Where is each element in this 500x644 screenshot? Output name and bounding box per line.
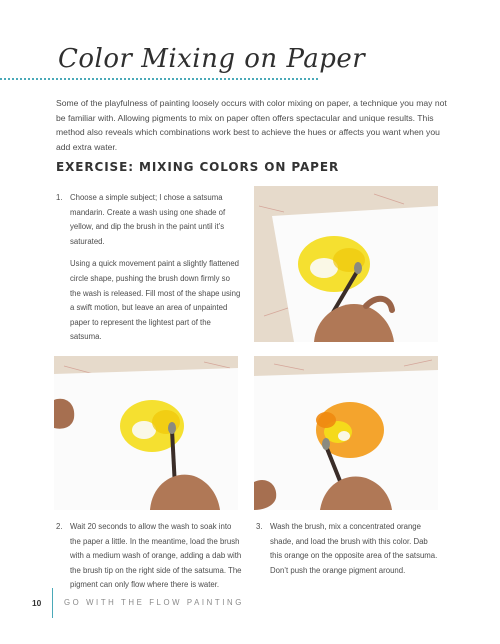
step-2-photo [54, 356, 238, 510]
exercise-heading: EXERCISE: MIXING COLORS ON PAPER [56, 160, 340, 174]
page-title: Color Mixing on Paper [58, 44, 366, 74]
step-2-text [70, 520, 242, 593]
page-number: 10 [32, 598, 42, 608]
step-3-number: 3. [256, 522, 263, 531]
step-3-paragraph-1: Wash the brush, mix a concentrated orange shade, and load the brush with this color. Dab this orange on the opposite area of the satsuma. Don’t push the orange pigment around. [270, 522, 438, 575]
footer-divider [52, 588, 53, 618]
step-3-text [270, 520, 440, 578]
running-head: GO WITH THE FLOW PAINTING [64, 598, 244, 607]
title-dotted-rule [0, 78, 318, 80]
intro-paragraph: Some of the playfulness of painting loosely occurs with color mixing on paper, a technique you may not be familiar with. Allowing pigments to mix on paper often offers spectacular and unique results. This method also reveals which combinations work best to achieve the hues or affects you want when you add extra water. [56, 98, 447, 152]
step-1-photo [254, 186, 438, 342]
step-2-number: 2. [56, 522, 63, 531]
step-1-paragraph-2: Using a quick movement paint a slightly flattened circle shape, pushing the brush down firmly so the wash is released. Fill most of the shape using a swift motion, but leave an area of unpainted paper to represent the lightest part of the satsuma. [70, 259, 241, 342]
step-1-text [70, 191, 242, 345]
step-3-photo [254, 356, 438, 510]
step-2-paragraph-1: Wait 20 seconds to allow the wash to soak into the paper a little. In the meantime, load the brush with a medium wash of orange, adding a dab with the brush tip on the right side of the satsuma. The pigment can only flow where there is water. [70, 522, 242, 590]
step-1-paragraph-1: Choose a simple subject; I chose a satsuma mandarin. Create a wash using one shade of yellow, and dip the brush in the paint until it’s saturated. [70, 193, 226, 246]
step-1-number: 1. [56, 193, 63, 202]
